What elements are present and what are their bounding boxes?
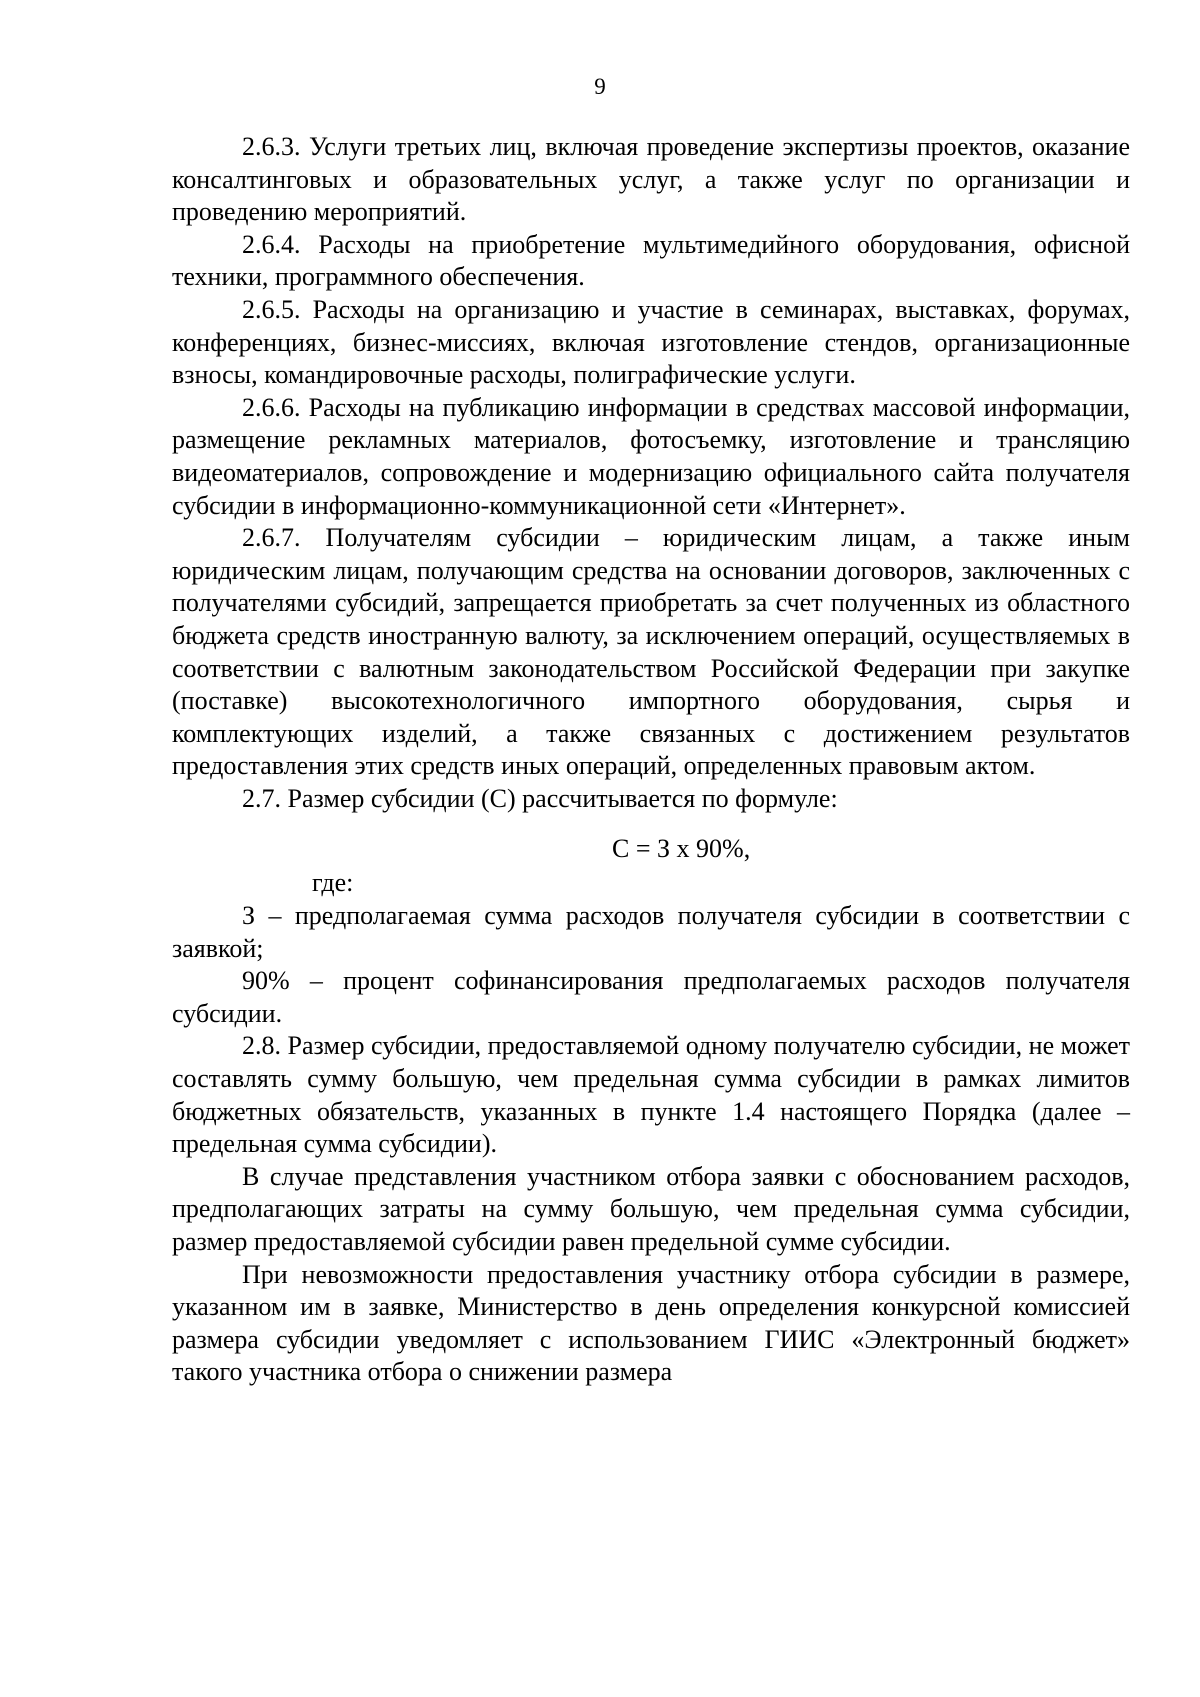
paragraph-2-7: 2.7. Размер субсидии (С) рассчитывается по формуле: [242,783,838,813]
paragraph-2-6-4: 2.6.4. Расходы на приобретение мультимедийного оборудования, офисной техники, программного обеспечения. [172,229,1130,292]
document-body [172,131,1130,1389]
page-number: 9 [594,74,606,99]
formula-where-label: где: [312,868,354,898]
subsidy-formula: С = З х 90%, [612,834,751,864]
definition-90-percent: 90% – процент софинансирования предполагаемых расходов получателя субсидии. [172,966,1130,1028]
paragraph-case: В случае представления участником отбора заявки с обоснованием расходов, предполагающих затраты на сумму большую, чем предельная сумма субсидии, размер предоставляемой субсидии равен предельной сумме субсидии. [172,1161,1130,1256]
definition-z: З – предполагаемая сумма расходов получателя субсидии в соответствии с заявкой; [172,901,1130,963]
paragraph-2-6-3: 2.6.3. Услуги третьих лиц, включая проведение экспертизы проектов, оказание консалтинговых и образовательных услуг, а также услуг по организации и проведению мероприятий. [172,132,1130,227]
paragraph-2-6-6: 2.6.6. Расходы на публикацию информации в средствах массовой информации, размещение рекламных материалов, фотосъемку, изготовление и трансляцию видеоматериалов, сопровождение и модернизацию официального сайта получателя субсидии в информационно-коммуникационной сети «Интернет». [172,392,1130,520]
paragraph-2-6-5: 2.6.5. Расходы на организацию и участие в семинарах, выставках, форумах, конференциях, бизнес-миссиях, включая изготовление стендов, организационные взносы, командировочные расходы, полиграфические услуги. [172,294,1130,390]
paragraph-impossibility: При невозможности предоставления участнику отбора субсидии в размере, указанном им в заявке, Министерство в день определения конкурсной комиссией размера субсидии уведомляет с использованием ГИИС «Электронный бюджет» такого участника отбора о снижении размера [172,1259,1130,1387]
paragraph-2-8: 2.8. Размер субсидии, предоставляемой одному получателю субсидии, не может составлять сумму большую, чем предельная сумма субсидии в рамках лимитов бюджетных обязательств, указанных в пункте 1.4 настоящего Порядка (далее – предельная сумма субсидии). [172,1031,1130,1159]
paragraph-2-6-7: 2.6.7. Получателям субсидии – юридическим лицам, а также иным юридическим лицам, получающим средства на основании договоров, заключенных с получателями субсидий, запрещается приобретать за счет полученных из областного бюджета средств иностранную валюту, за исключением операций, осуществляемых в соответствии с валютным законодательством Российской Федерации при закупке (поставке) высокотехнологичного импортного оборудования, сырья и комплектующих изделий, а также связанных с достижением результатов предоставления этих средств иных операций, определенных правовым актом. [172,523,1130,781]
